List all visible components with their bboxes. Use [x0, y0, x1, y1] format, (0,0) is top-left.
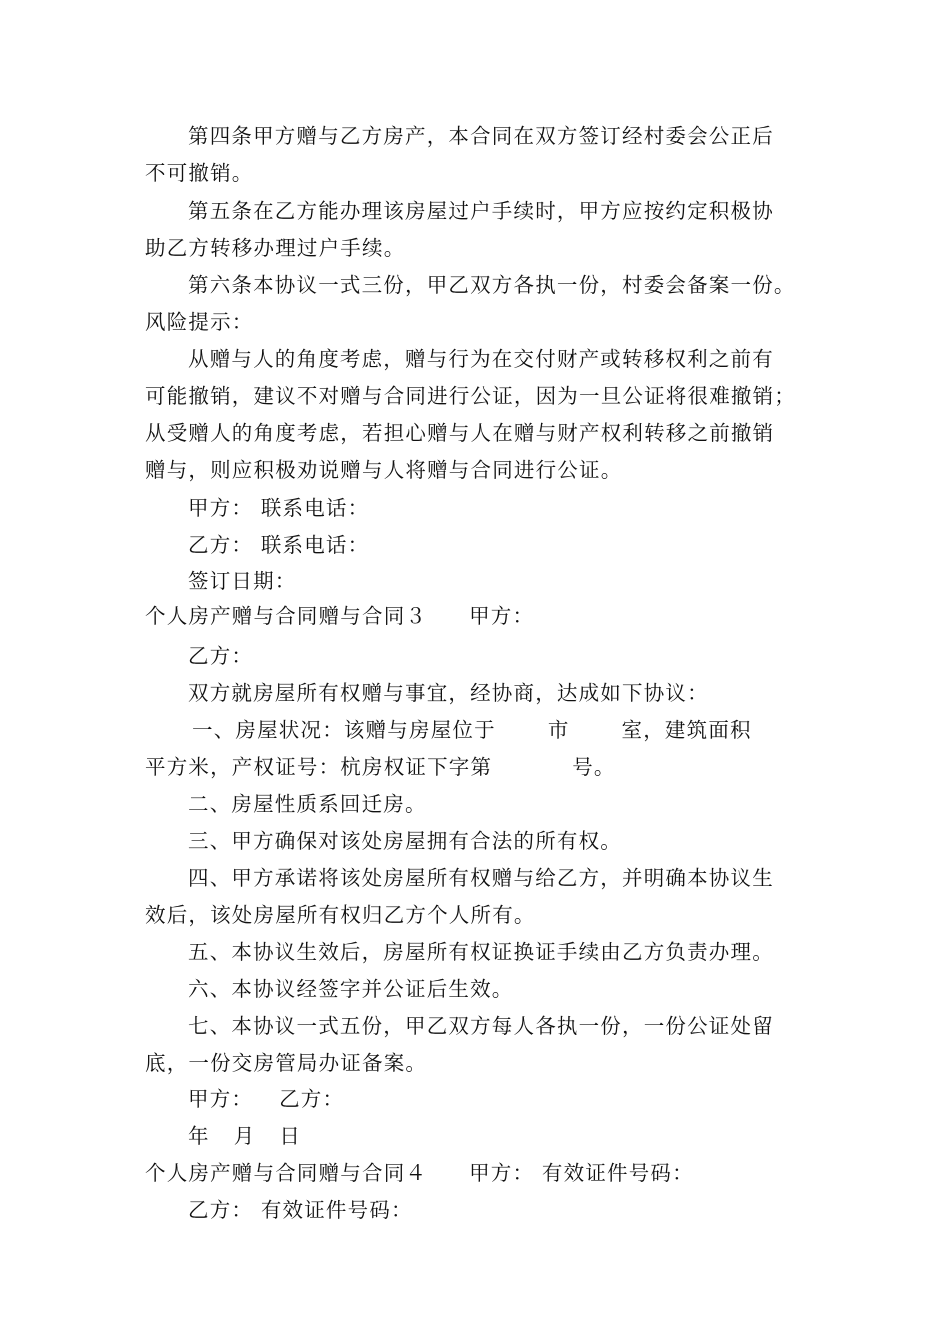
contract3-date: [188, 1122, 301, 1150]
paragraph-line: 赠与，则应积极劝说赠与人将赠与合同进行公证。: [145, 458, 623, 482]
paragraph-line: 助乙方转移办理过户手续。: [145, 236, 406, 260]
date-year: 年: [188, 1124, 210, 1148]
paragraph-line: 第五条在乙方能办理该房屋过户手续时，甲方应按约定积极协: [188, 199, 774, 223]
contract3-item7-line1: 七、本协议一式五份，甲乙双方每人各执一份，一份公证处留: [188, 1014, 774, 1038]
contract4-title: 个人房产赠与合同赠与合同４: [145, 1161, 428, 1185]
paragraph-line: 从赠与人的角度考虑，赠与行为在交付财产或转移权利之前有: [188, 347, 774, 371]
contract3-item4-line1: 四、甲方承诺将该处房屋所有权赠与给乙方，并明确本协议生: [188, 866, 774, 890]
paragraph-line: 第六条本协议一式三份，甲乙双方各执一份，村委会备案一份。: [188, 273, 796, 297]
date-month: 月: [233, 1124, 256, 1148]
item1-text-e: 号。: [572, 755, 616, 779]
item1-text-d: 平方米，产权证号：杭房权证下字第: [145, 755, 493, 779]
contract3-party-a: 甲方：: [469, 604, 535, 628]
contract3-title-line: [145, 602, 534, 630]
contract3-title: 个人房产赠与合同赠与合同３: [145, 604, 428, 628]
contract4-party-b: 乙方： 有效证件号码：: [188, 1198, 413, 1222]
section-heading: 风险提示：: [145, 310, 254, 334]
paragraph-line: 不可撤销。: [145, 161, 254, 185]
contract3-item1-line2: [145, 753, 616, 781]
sign-party-a: 甲方：: [188, 1087, 254, 1111]
signature-line: 甲方： 联系电话：: [188, 496, 370, 520]
item1-text-b: 市: [547, 718, 570, 742]
contract3-item7-line2: 底，一份交房管局办证备案。: [145, 1051, 428, 1075]
paragraph-line: 可能撤销，建议不对赠与合同进行公证，因为一旦公证将很难撤销；: [145, 384, 796, 408]
item1-text-a: 一、房屋状况：该赠与房屋位于: [192, 718, 496, 742]
paragraph-line: 第四条甲方赠与乙方房产，本合同在双方签订经村委会公正后: [188, 124, 774, 148]
paragraph-line: 从受赠人的角度考虑，若担心赠与人在赠与财产权利转移之前撤销: [145, 421, 775, 445]
contract3-item5: 五、本协议生效后，房屋所有权证换证手续由乙方负责办理。: [188, 940, 774, 964]
item1-text-c: 室，建筑面积: [621, 718, 752, 742]
sign-party-b: 乙方：: [279, 1087, 345, 1111]
contract4-title-line: [145, 1159, 694, 1187]
contract4-party-a: 甲方： 有效证件号码：: [469, 1161, 694, 1185]
contract3-intro: 双方就房屋所有权赠与事宜，经协商，达成如下协议：: [188, 681, 709, 705]
date-day: 日: [279, 1124, 302, 1148]
contract3-party-b: 乙方：: [188, 644, 254, 668]
date-line: 签订日期：: [188, 569, 297, 593]
contract3-item2: 二、房屋性质系回迁房。: [188, 792, 427, 816]
contract3-item6: 六、本协议经签字并公证后生效。: [188, 977, 514, 1001]
contract3-item3: 三、甲方确保对该处房屋拥有合法的所有权。: [188, 829, 622, 853]
contract3-item4-line2: 效后，该处房屋所有权归乙方个人所有。: [145, 903, 536, 927]
contract3-item1-line1: [192, 716, 752, 744]
contract3-signatures: [188, 1085, 344, 1113]
signature-line: 乙方： 联系电话：: [188, 533, 370, 557]
